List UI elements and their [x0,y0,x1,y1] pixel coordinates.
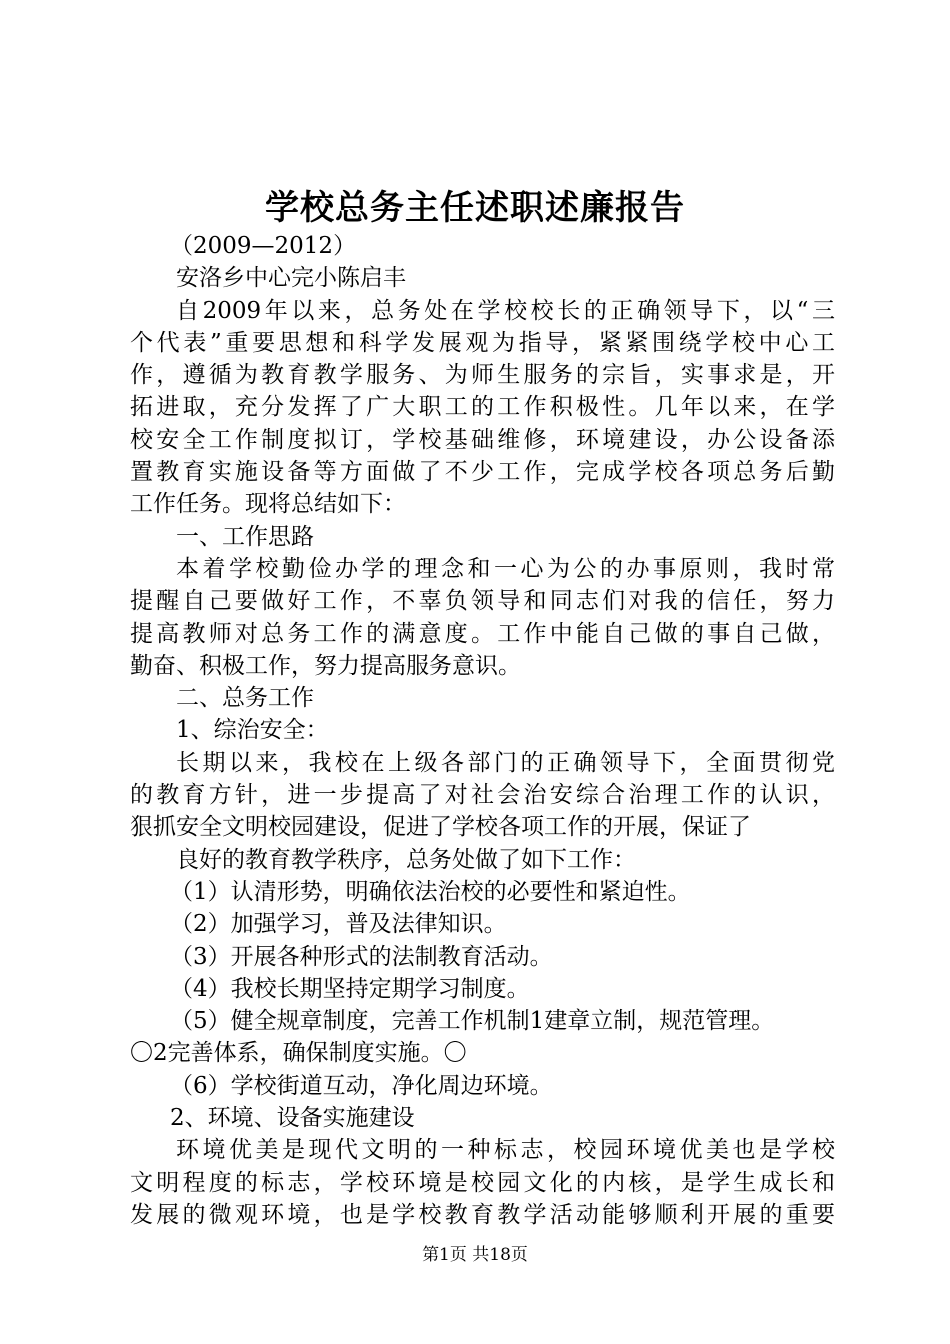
paragraph-line: 自2009年以来，总务处在学校校长的正确领导下，以“三 [176,297,835,324]
paragraph-line: （3）开展各种形式的法制教育活动。 [170,943,553,970]
document-title: 学校总务主任述职述廉报告 [265,188,685,228]
paragraph-line: 2、环境、设备实施建设 [170,1105,415,1132]
paragraph-line: 1、综治安全： [176,717,329,744]
paragraph-line: （2009—2012） [170,233,357,259]
paragraph-line: 本着学校勤俭办学的理念和一心为公的办事原则，我时常 [176,555,835,582]
paragraph-line: 提醒自己要做好工作，不辜负领导和同志们对我的信任，努力 [130,588,835,615]
paragraph-line: 置教育实施设备等方面做了不少工作，完成学校各项总务后勤 [130,459,835,486]
paragraph-line: （6）学校街道互动，净化周边环境。 [170,1072,553,1099]
paragraph-line: 的教育方针，进一步提高了对社会治安综合治理工作的认识， [130,782,835,809]
paragraph-line: 文明程度的标志，学校环境是校园文化的内核，是学生成长和 [130,1169,835,1196]
paragraph-line: （1）认清形势，明确依法治校的必要性和紧迫性。 [170,878,691,905]
paragraph-line: 校安全工作制度拟订，学校基础维修，环境建设，办公设备添 [130,426,835,453]
paragraph-line: 发展的微观环境，也是学校教育教学活动能够顺利开展的重要 [130,1201,835,1228]
paragraph-line: 勤奋、积极工作，努力提高服务意识。 [130,652,521,679]
paragraph-line: 良好的教育教学秩序，总务处做了如下工作： [176,846,636,873]
page-footer: 第1页 共18页 [422,1245,528,1265]
paragraph-line: 提高教师对总务工作的满意度。工作中能自己做的事自己做， [130,620,835,647]
paragraph-line: 工作任务。现将总结如下： [130,491,406,518]
paragraph-line: 安洛乡中心完小陈启丰 [176,265,406,292]
paragraph-line: 拓进取，充分发挥了广大职工的工作积极性。几年以来，在学 [130,394,835,421]
paragraph-line: 环境优美是现代文明的一种标志，校园环境优美也是学校 [176,1137,835,1164]
paragraph-line: （4）我校长期坚持定期学习制度。 [170,975,530,1002]
document-body [130,230,835,1231]
paragraph-line: 狠抓安全文明校园建设，促进了学校各项工作的开展，保证了 [130,814,751,841]
paragraph-line: 〇2完善体系，确保制度实施。〇 [130,1040,467,1067]
paragraph-line: 长期以来，我校在上级各部门的正确领导下，全面贯彻党 [176,749,835,776]
paragraph-line: 一、工作思路 [176,523,314,550]
paragraph-line: 作，遵循为教育教学服务、为师生服务的宗旨，实事求是，开 [130,362,835,389]
paragraph-line: （2）加强学习，普及法律知识。 [170,911,507,938]
paragraph-line: （5）健全规章制度，完善工作机制1建章立制，规范管理。 [170,1008,775,1035]
paragraph-line: 个代表”重要思想和科学发展观为指导，紧紧围绕学校中心工 [130,329,835,356]
paragraph-line: 二、总务工作 [176,685,314,712]
